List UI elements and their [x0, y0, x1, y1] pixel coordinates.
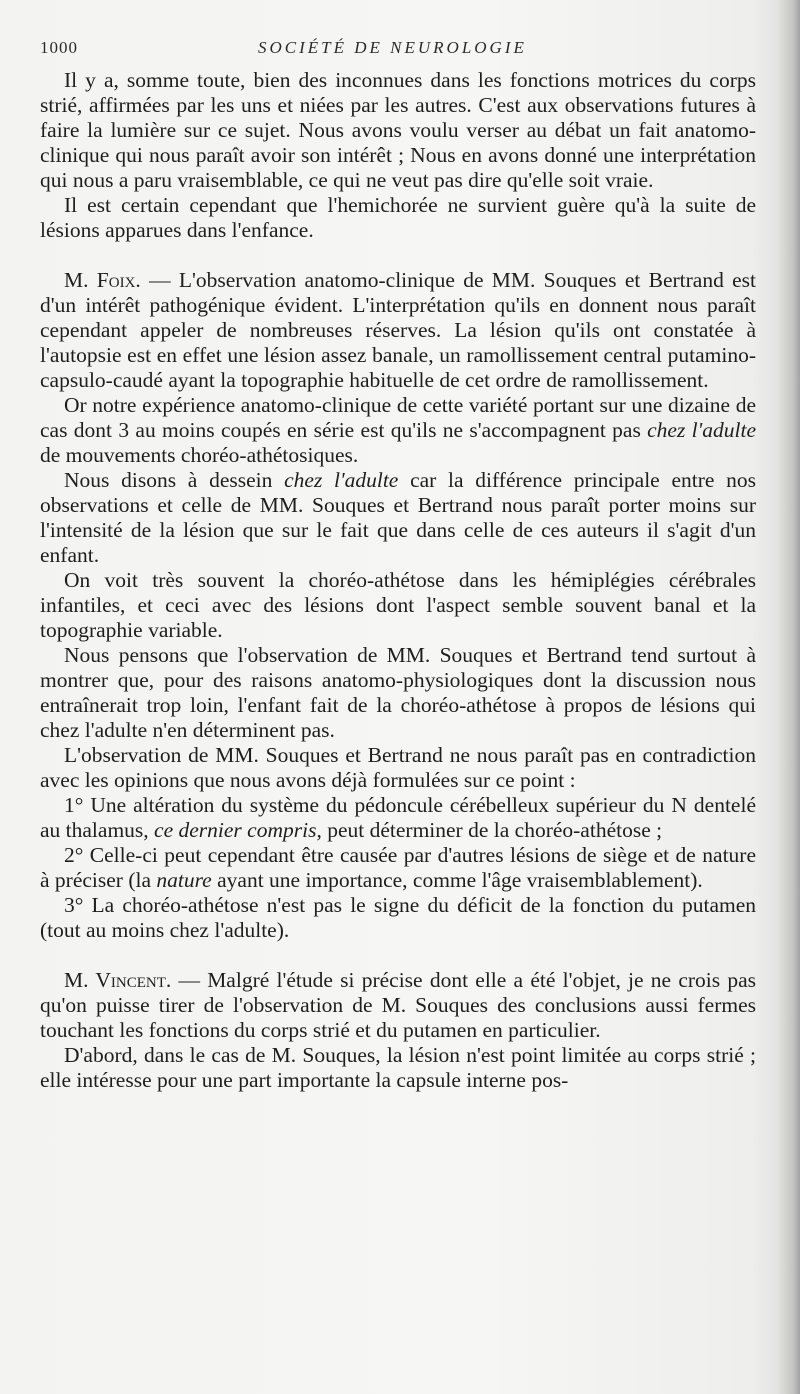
vincent-paragraph-2: D'abord, dans le cas de M. Souques, la lésion n'est point limitée au corps strié ; elle intéresse pour une part importante la capsule interne pos-: [40, 1043, 756, 1092]
foix-paragraph-2: [40, 393, 756, 468]
foix-paragraph-5: Nous pensons que l'observation de MM. Souques et Bertrand tend surtout à montrer que, pour des raisons anatomo-physiologiques dont la discussion nous entraînerait trop loin, l'enfant fait de la choréo-athétose à propos de lésions qui chez l'adulte n'en déterminent pas.: [40, 643, 756, 742]
page-edge-shadow: [778, 0, 800, 1394]
paragraph-text: car la différence principale entre nos observations et celle de MM. Souques et Bertrand nous paraît porter moins sur l'intensité de la lésion que sur le fait que dans celle de ces auteurs il s'agit d'un enfant.: [40, 468, 757, 567]
foix-paragraph-3: [40, 468, 756, 568]
paragraph-text: de mouvements choréo-athétosiques.: [40, 443, 359, 467]
list-text: 1° Une altération du système du pédoncule cérébelleux supérieur du N dentelé au thalamus,: [40, 793, 756, 842]
paragraph-text: — Malgré l'étude si précise dont elle a été l'objet, je ne crois pas qu'on puisse tirer de l'observation de M. Souques des conclusions aussi fermes touchant les fonctions du corps strié et du putamen en particulier.: [40, 968, 756, 1042]
foix-paragraph-6: L'observation de MM. Souques et Bertrand ne nous paraît pas en contradiction avec les opinions que nous avons déjà formulées sur ce point :: [40, 743, 756, 792]
foix-list-item-3: 3° La choréo-athétose n'est pas le signe du déficit de la fonction du putamen (tout au moins chez l'adulte).: [40, 893, 756, 942]
emphasis-text: chez l'adulte: [284, 468, 399, 492]
page-number: 1000: [40, 38, 78, 57]
emphasis-text: nature: [156, 868, 212, 892]
list-text: ayant une importance, comme l'âge vraisemblablement).: [211, 868, 703, 892]
running-title: SOCIÉTÉ DE NEUROLOGIE: [258, 38, 527, 57]
text-column: [40, 68, 756, 1093]
paragraph-text: Or notre expérience anatomo-clinique de cette variété portant sur une dizaine de cas dont 3 au moins coupés en série est qu'ils ne s'accompagnent pas: [40, 393, 756, 442]
paragraph: Il y a, somme toute, bien des inconnues dans les fonctions motrices du corps strié, affirmées par les uns et niées par les autres. C'est aux observations futures à faire la lumière sur ce sujet. Nous avons voulu verser au débat un fait anatomo-clinique qui nous paraît avoir son intérêt ; Nous en avons donné une interprétation qui nous a paru vraisemblable, ce qui ne veut pas dire qu'elle soit vraie.: [40, 68, 756, 192]
paragraph-text: Nous disons à dessein: [64, 468, 285, 492]
section-gap: [40, 243, 756, 268]
list-text: , peut déterminer de la choréo-athétose ;: [316, 818, 663, 842]
speaker-name: M. Foix.: [64, 268, 141, 292]
list-text: 2° Celle-ci peut cependant être causée par d'autres lésions de siège et de nature à préciser (la: [40, 843, 756, 892]
foix-list-item-1: [40, 793, 756, 843]
emphasis-text: chez l'adulte: [647, 418, 756, 442]
foix-paragraph-4: On voit très souvent la choréo-athétose dans les hémiplégies cérébrales infantiles, et ceci avec des lésions dont l'aspect semble souvent banal et la topographie variable.: [40, 568, 756, 642]
paragraph-text: — L'observation anatomo-clinique de MM. Souques et Bertrand est d'un intérêt pathogénique évident. L'interprétation qu'ils en donnent nous paraît cependant appeler de nombreuses réserves. La lésion qu'ils ont constatée à l'autopsie est en effet une lésion assez banale, un ramollissement central putamino-capsulo-caudé ayant la topographie habituelle de cet ordre de ramollissement.: [40, 268, 757, 392]
paragraph: Il est certain cependant que l'hemichorée ne survient guère qu'à la suite de lésions apparues dans l'enfance.: [40, 193, 756, 242]
page-header: [40, 38, 756, 64]
foix-paragraph-1: [40, 268, 756, 393]
emphasis-text: ce dernier compris: [154, 818, 317, 842]
section-gap: [40, 943, 756, 968]
foix-list-item-2: [40, 843, 756, 893]
vincent-paragraph-1: [40, 968, 756, 1043]
speaker-name: M. Vincent.: [64, 968, 172, 992]
